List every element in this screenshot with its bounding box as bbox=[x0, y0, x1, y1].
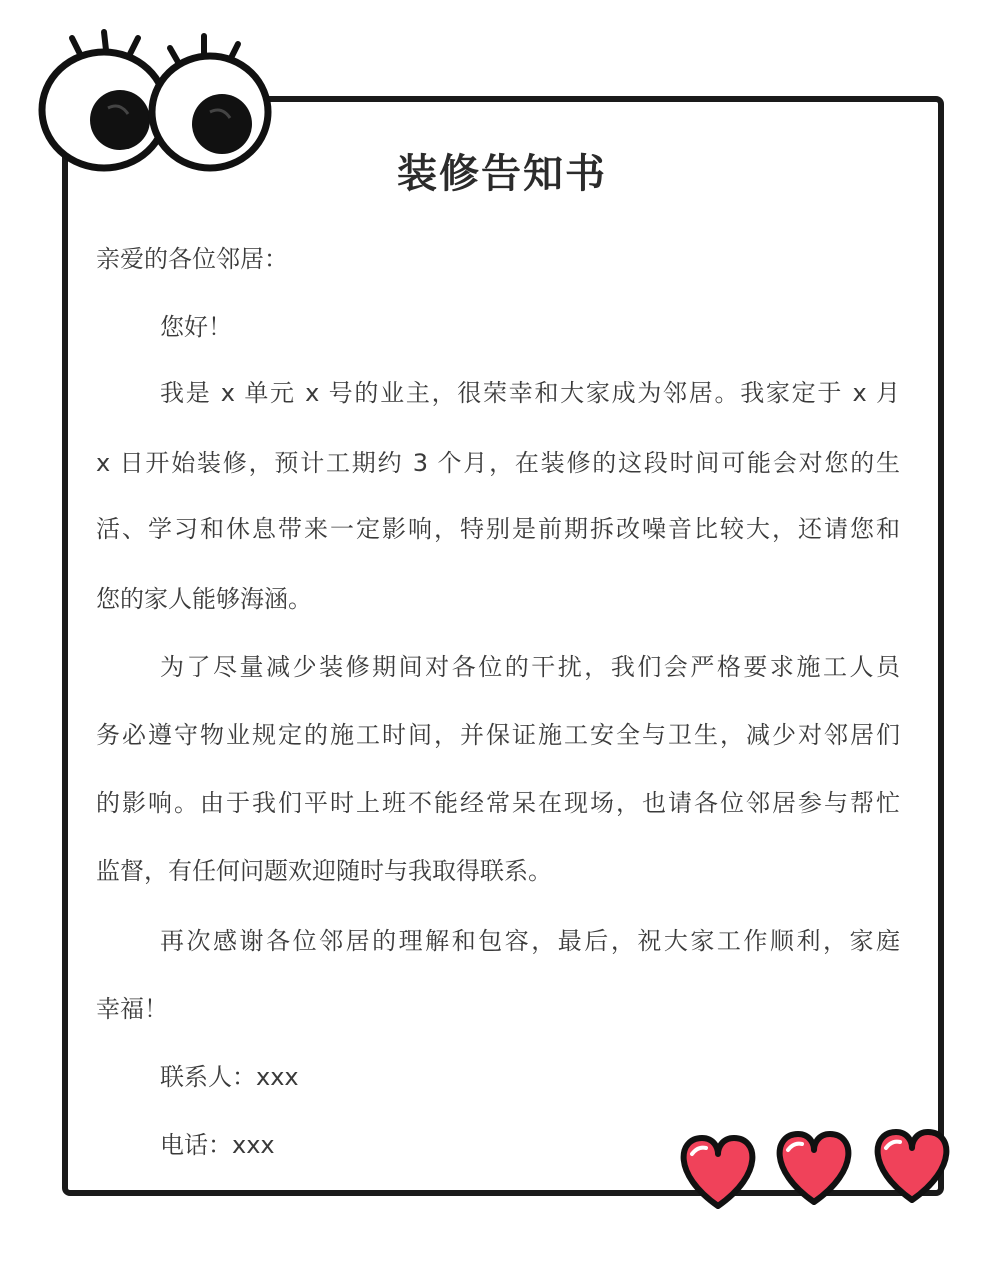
paragraph2-line: 监督，有任何问题欢迎随时与我取得联系。 bbox=[96, 857, 552, 885]
paragraph1-line: x 日开始装修，预计工期约 3 个月，在装修的这段时间可能会对您的生 bbox=[96, 449, 900, 477]
paragraph1-line: 我是 x 单元 x 号的业主，很荣幸和大家成为邻居。我家定于 x 月 bbox=[160, 379, 900, 407]
contact-person: 联系人：xxx bbox=[160, 1063, 299, 1091]
paragraph2-line: 务必遵守物业规定的施工时间，并保证施工安全与卫生，减少对邻居们 bbox=[96, 721, 900, 749]
paragraph2-line: 的影响。由于我们平时上班不能经常呆在现场，也请各位邻居参与帮忙 bbox=[96, 789, 900, 817]
paragraph1-line: 活、学习和休息带来一定影响，特别是前期拆改噪音比较大，还请您和 bbox=[96, 515, 900, 543]
contact-phone: 电话：xxx bbox=[160, 1131, 275, 1159]
paragraph3-line: 幸福！ bbox=[96, 995, 168, 1023]
paragraph3-line: 再次感谢各位邻居的理解和包容，最后，祝大家工作顺利，家庭 bbox=[160, 927, 900, 955]
paragraph2-line: 为了尽量减少装修期间对各位的干扰，我们会严格要求施工人员 bbox=[160, 653, 900, 681]
left-eyelashes-icon bbox=[72, 32, 138, 54]
right-eyelashes-icon bbox=[170, 36, 238, 62]
salutation: 亲爱的各位邻居： bbox=[96, 245, 288, 273]
notice-title: 装修告知书 bbox=[397, 151, 607, 197]
greeting: 您好！ bbox=[160, 313, 232, 341]
paragraph1-line: 您的家人能够海涵。 bbox=[96, 585, 312, 613]
